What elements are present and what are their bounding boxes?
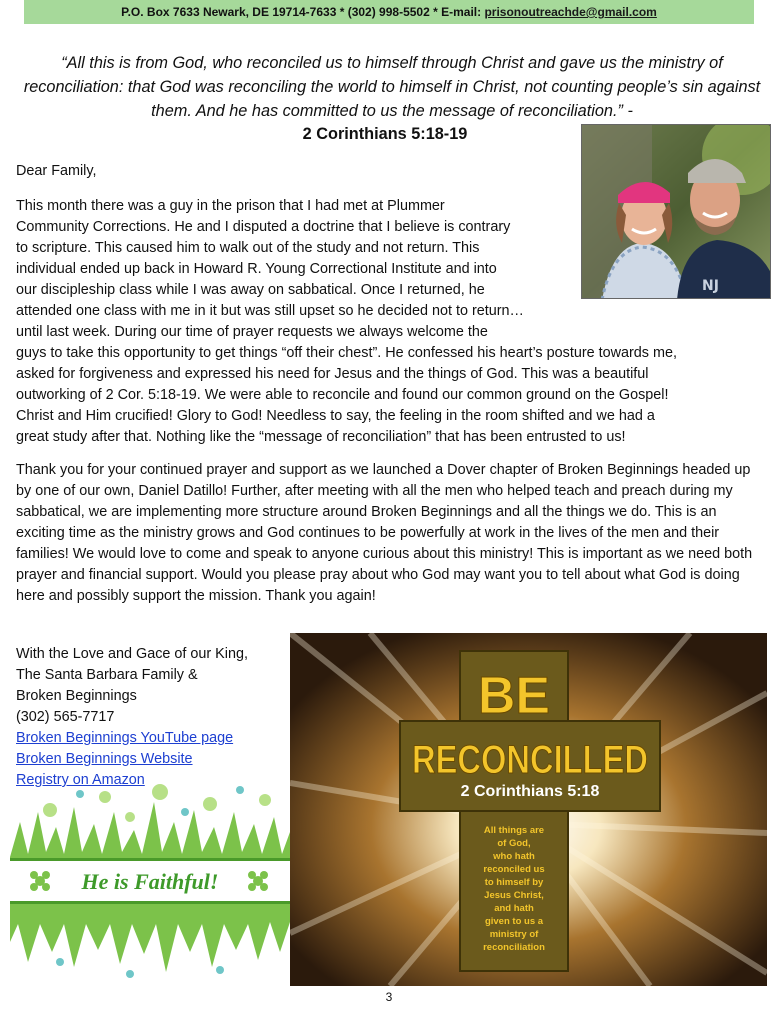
paragraph-line: individual ended up back in Howard R. Young Correctional Institute and into	[16, 261, 497, 277]
paragraph-line: This month there was a guy in the prison that I had met at Plummer	[16, 198, 445, 214]
website-link[interactable]: Broken Beginnings Website	[16, 751, 193, 767]
paragraph-line: attended one class with me in it but was still upset so he decided not to return…	[16, 303, 524, 319]
paragraph-line: great study after that. Nothing like the “message of reconciliation” that has been entrusted to us!	[16, 429, 626, 445]
verse-line: of God,	[497, 838, 531, 849]
svg-text:NJ: NJ	[702, 278, 719, 294]
graphic-reference: 2 Corinthians 5:18	[460, 783, 600, 800]
verse-line: ministry of	[489, 929, 539, 940]
verse-line: All things are	[483, 825, 545, 836]
be-reconciled-graphic	[290, 633, 767, 986]
faithful-text: He is Faithful!	[81, 869, 219, 894]
couple-photo	[581, 124, 771, 299]
letter-greeting: Dear Family,	[16, 163, 97, 179]
email-link[interactable]: prisonoutreachde@gmail.com	[484, 5, 657, 19]
amazon-registry-link[interactable]: Registry on Amazon	[16, 772, 145, 788]
paragraph-line: guys to take this opportunity to get things “off their chest”. He confessed his heart’s posture towards me,	[16, 345, 677, 361]
header-contact-bar	[24, 0, 754, 24]
letter-paragraph-2: Thank you for your continued prayer and support as we launched a Dover chapter of Broken Beginnings headed up by one of our own, Daniel Datillo! Further, after meeting with all the men who helped teach and preach during my sabbatical, we are implementing more structure around Broken Beginnings and all the things we do. This is an exciting time as the ministry grows and God continues to be powerfully at work in the lives of the men and their families! We would love to come and speak to anyone curious about this ministry! This is important as we need both prayer and financial support. Would you please pray about who God may want you to tell about what God is doing here and possibly support the mission. Thank you again!	[16, 462, 753, 604]
paragraph-line: to scripture. This caused him to walk out of the study and not return. This	[16, 240, 480, 256]
be-word: BE	[477, 667, 551, 725]
verse-line: Jesus Christ,	[484, 890, 544, 901]
paragraph-line: until last week. During our time of prayer requests we always welcome the	[16, 324, 488, 340]
scripture-reference: 2 Corinthians 5:18-19	[302, 125, 468, 143]
signoff-line: With the Love and Gace of our King,	[16, 646, 248, 662]
reconcilled-word: RECONCILLED	[412, 738, 648, 782]
verse-line: reconciled us	[483, 864, 545, 875]
he-is-faithful-graphic	[10, 782, 290, 980]
verse-line: to himself by	[484, 877, 544, 888]
verse-line: given to us a	[484, 916, 544, 927]
signoff-phone: (302) 565-7717	[16, 709, 115, 725]
page-number: 3	[385, 990, 393, 1004]
scripture-quote: “All this is from God, who reconciled us to himself through Christ and gave us the ministry of reconciliation: that God was reconciling the world to himself in Christ, not counting people’s sin against them. And he has committed to us the message of reconciliation.” -	[23, 54, 761, 120]
paragraph-line: asked for forgiveness and expressed his need for Jesus and the things of God. This was a beautiful	[16, 366, 649, 382]
youtube-link[interactable]: Broken Beginnings YouTube page	[16, 730, 234, 746]
signoff-line: The Santa Barbara Family &	[16, 667, 198, 683]
paragraph-line: Community Corrections. He and I disputed a doctrine that I believe is contrary	[16, 219, 511, 235]
paragraph-line: Christ and Him crucified! Glory to God! Needless to say, the feeling in the room shifted and we had a	[16, 408, 655, 424]
verse-line: who hath	[493, 851, 535, 862]
paragraph-line: outworking of 2 Cor. 5:18-19. We were able to reconcile and found our common ground on the Gospel!	[16, 387, 669, 403]
verse-line: and hath	[494, 903, 534, 914]
paragraph-line: our discipleship class while I was away on sabbatical. Once I returned, he	[16, 282, 485, 298]
signoff-line: Broken Beginnings	[16, 688, 137, 704]
verse-line: reconciliation	[483, 942, 545, 953]
letter-signoff	[16, 644, 286, 791]
header-address: P.O. Box 7633 Newark, DE 19714-7633 * (302) 998-5502 * E-mail:	[121, 5, 485, 19]
